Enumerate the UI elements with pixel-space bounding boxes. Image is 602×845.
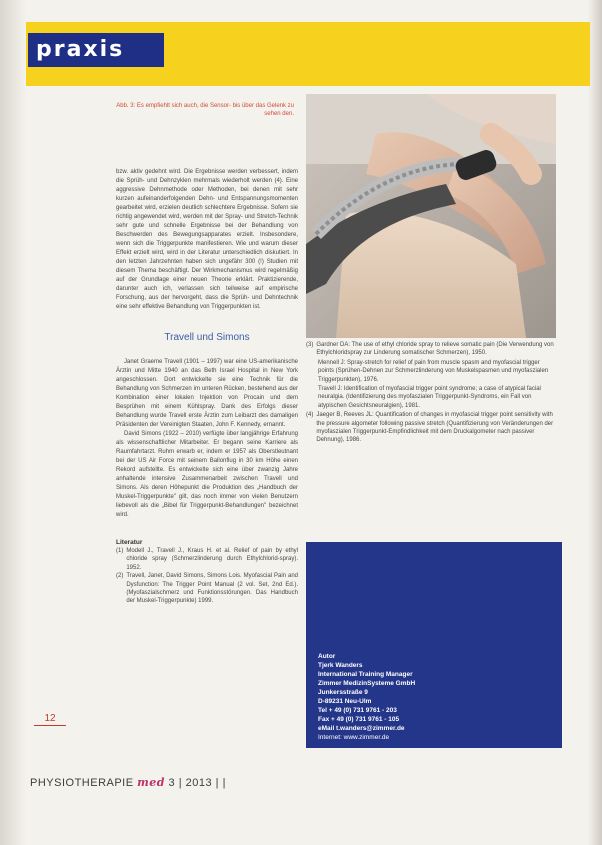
- reference-item: [306, 359, 556, 384]
- reference-list: [116, 547, 298, 606]
- literature-heading: Literatur: [116, 539, 143, 546]
- photo-illustration: [306, 94, 556, 338]
- reference-column: [306, 341, 556, 446]
- treatment-photo: [306, 94, 556, 338]
- reference-text: Modell J., Travell J., Kraus H. et al. Relief of pain by ethyl chloride spray (Schmerzlinderung durch Ethylchlorid-spray). 1952.: [126, 548, 298, 571]
- author-street: Junkersstraße 9: [318, 689, 368, 696]
- body-paragraph: Janet Graeme Travell (1901 – 1997) war eine US-amerikanische Ärztin und Mitte 1940 an das Beth Israel Hospital in New York angeschlossen. Dort entwickelte sie eine Technik für die Behandlung von Schmerzen im unteren Rücken, bestehend aus der Kombination einer lokalen Injektion von Procain und dem Besprühen mit einem Kühlspray. Dank des Erfolgs dieser Behandlung wurde Travell erste Ärztin zum Leibarzt des damaligen Präsidenten der Vereinigten Staaten, John F. Kennedy, ernannt.: [116, 359, 298, 428]
- reference-item: [306, 411, 556, 445]
- reference-list: [306, 341, 556, 445]
- author-box: [306, 542, 562, 748]
- body-paragraph: David Simons (1922 – 2010) verfügte über langjährige Erfahrung als wissenschaftlicher Mitarbeiter. Er begann seine Karriere als Raumfahrtarzt. Ruhm erwarb er, indem er 1957 als Oberstleutnant bei der US Air Force mit seinem Ballonflug in 30 km Höhe einen Rekord aufstellte. Es entwickelte sich eine über zwanzig Jahre anhaltende intensive Zusammenarbeit zwischen Travell und Simons. Als deren Höhepunkt die Produktion des „Handbuch der Muskel-Triggerpunkte" gilt, das noch immer von vielen Benutzern liebevoll als die „Bibel für Triggerpunkt-Behandlungen" bezeichnet wird.: [116, 431, 298, 518]
- reference-number: (4): [306, 412, 314, 419]
- reference-text: Travell, Janet, David Simons, Simons Lois. Myofascial Pain and Dysfunction: The Trigger Point Manual (2 vol. Set, 2nd Ed.). (Myofaszialschmerz und Funktionsstörungen. Das Handbuch der Muskel-Triggerpunkte) 1999.: [126, 573, 298, 605]
- magazine-brand-sub: med: [137, 776, 165, 789]
- page-number: 12: [34, 712, 66, 726]
- footer: [30, 776, 226, 789]
- author-role: International Training Manager: [318, 671, 413, 678]
- author-label: Autor: [318, 653, 336, 660]
- reference-text: Gardner DA: The use of ethyl chloride spray to relieve somatic pain (Die Verwendung von Ethylchloridspray zur Linderung somatischer Schmerzen), 1950.: [316, 342, 554, 357]
- page-binding-shadow: [0, 0, 26, 845]
- section-heading: Travell und Simons: [164, 332, 250, 343]
- author-contact: [318, 652, 415, 742]
- reference-number: (1): [116, 548, 124, 554]
- reference-text: Mennell J: Spray-stretch for relief of pain from muscle spasm and myofascial trigger points (Sprühen-Dehnen zur Schmerzlinderung von Muskelspasmen und myofaszialen Triggerpunkten), 1976.: [318, 359, 549, 383]
- body-paragraph: bzw. aktiv gedehnt wird. Die Ergebnisse werden verbessert, indem die Sprüh- und Dehnzyklen mehrmals wiederholt werden (4). Eine aggressive Dehnmethode oder Methoden, bei denen mit sehr kurzen aufeinanderfolgenden Dehn- und Entspannungsmomenten gearbeitet wird, erzielen deutlich schlechtere Ergebnisse. Sofern sie richtig angewendet wird, werden mit der Spray- und Stretch-Technik sehr gute und schnelle Ergebnisse bei der Behandlung von Beschwerden des Bewegungsapparates erzielt. Insbesondere, wenn sich die Triggerpunkte manifestieren. Wie und warum dieser Effekt erzielt wird, wird in der Literatur unterschiedlich diskutiert. In den letzten Jahrzehnten haben sich ungefähr 300 (!) Studien mit diesem Thema beschäftigt. Der Wirkmechanismus wird regelmäßig auf der Grundlage einer neuen Theorie erklärt. Praktizierende, darunter auch ich, verlassen sich teilweise auf empirische Forschung, aus der hervorgeht, dass die Sprüh- und Dehntechnik eine sehr effektive Behandlung von Triggerpunkten ist.: [116, 169, 298, 310]
- page-edge-shadow: [588, 0, 602, 845]
- magazine-name: PHYSIOTHERAPIE: [30, 777, 134, 789]
- author-email: eMail t.wanders@zimmer.de: [318, 725, 405, 732]
- photo-caption: Abb. 3: Es empfiehlt sich auch, die Sensor- bis über das Gelenk zu sehen den.: [116, 103, 294, 117]
- author-web: Internet: www.zimmer.de: [318, 734, 390, 741]
- author-city: D-89231 Neu-Ulm: [318, 698, 372, 705]
- reference-text: Jaeger B, Reeves JL: Quantification of changes in myofascial trigger point sensitivity with the pressure algometer following passive stretch (Quantifizierung von Veränderungen der myofaszialen Triggerpunkt-Empfindlichkeit mit dem Druckalgometer nach passiver Dehnung), 1986.: [316, 412, 554, 444]
- section-title: praxis: [28, 33, 164, 67]
- reference-text: Travell J: Identification of myofascial trigger point syndrome; a case of atypical facial neuralgia. (Identifizierung des myofaszialen Triggerpunkt-Syndroms, ein Fall von atypischen Gesichtsneuralgien), 1981.: [318, 386, 541, 409]
- author-name: Tjerk Wanders: [318, 662, 363, 669]
- issue-number: 3 | 2013 | |: [168, 777, 226, 789]
- reference-item: [306, 385, 556, 410]
- author-fax: Fax + 49 (0) 731 9761 - 105: [318, 716, 400, 723]
- author-tel: Tel + 49 (0) 731 9761 - 203: [318, 707, 397, 714]
- reference-number: (3): [306, 342, 314, 348]
- author-company: Zimmer MedizinSysteme GmbH: [318, 680, 416, 687]
- reference-number: (2): [116, 573, 124, 580]
- reference-item: [306, 341, 556, 358]
- main-text-column: [116, 168, 298, 606]
- reference-item: [116, 572, 298, 606]
- reference-item: [116, 547, 298, 572]
